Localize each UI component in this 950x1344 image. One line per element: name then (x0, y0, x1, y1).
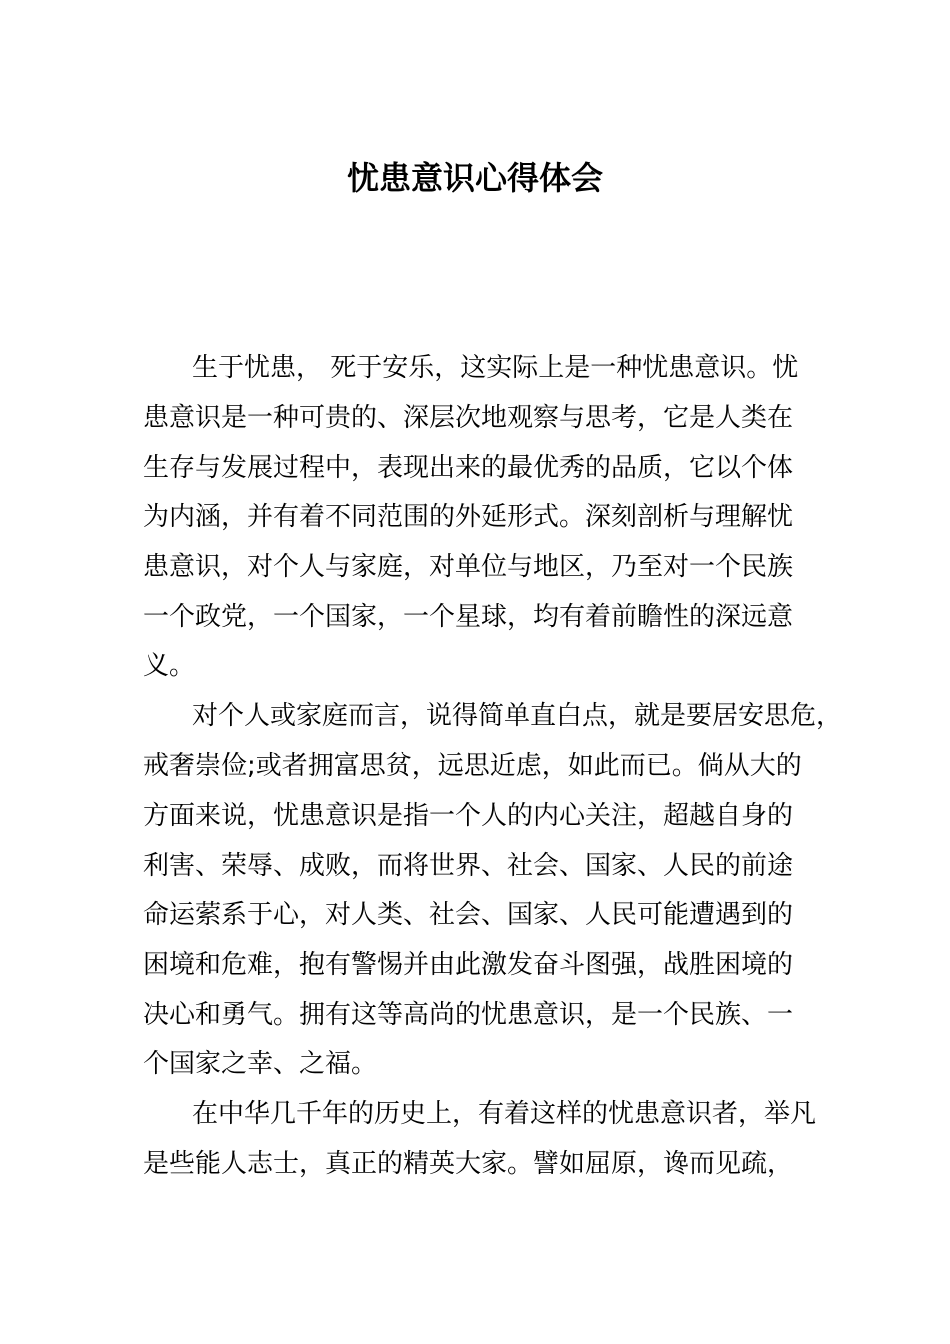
paragraph-line: 是些能人志士，真正的精英大家。譬如屈原，谗而见疏， (143, 1149, 794, 1179)
page-title: 忧患意识心得体会 (346, 159, 603, 197)
paragraph-line: 方面来说，忧患意识是指一个人的内心关注，超越自身的 (143, 801, 794, 831)
paragraph-line: 利害、荣辱、成败，而将世界、社会、国家、人民的前途 (143, 851, 794, 881)
paragraph-line: 在中华几千年的历史上，有着这样的忧患意识者，举凡 (192, 1099, 817, 1129)
paragraph-line: 命运萦系于心，对人类、社会、国家、人民可能遭遇到的 (143, 900, 794, 930)
paragraph-line: 戒奢崇俭;或者拥富思贫，远思近虑，如此而已。倘从大的 (143, 751, 802, 781)
paragraph-line: 决心和勇气。拥有这等高尚的忧患意识，是一个民族、一 (143, 1000, 794, 1030)
paragraph-line: 生于忧患， 死于安乐，这实际上是一种忧患意识。忧 (192, 353, 799, 383)
paragraph-line: 对个人或家庭而言，说得简单直白点，就是要居安思危， (192, 701, 843, 731)
paragraph-line: 患意识，对个人与家庭，对单位与地区，乃至对一个民族 (143, 552, 794, 582)
paragraph-line: 为内涵，并有着不同范围的外延形式。深刻剖析与理解忧 (143, 502, 794, 532)
paragraph-line: 个国家之幸、之福。 (143, 1049, 378, 1079)
paragraph-line: 患意识是一种可贵的、深层次地观察与思考，它是人类在 (143, 403, 794, 433)
paragraph-line: 生存与发展过程中，表现出来的最优秀的品质，它以个体 (143, 453, 794, 483)
paragraph-line: 困境和危难，抱有警惕并由此激发奋斗图强，战胜困境的 (143, 950, 794, 980)
paragraph-line: 义。 (143, 651, 196, 681)
paragraph-line: 一个政党，一个国家，一个星球，均有着前瞻性的深远意 (143, 602, 794, 632)
